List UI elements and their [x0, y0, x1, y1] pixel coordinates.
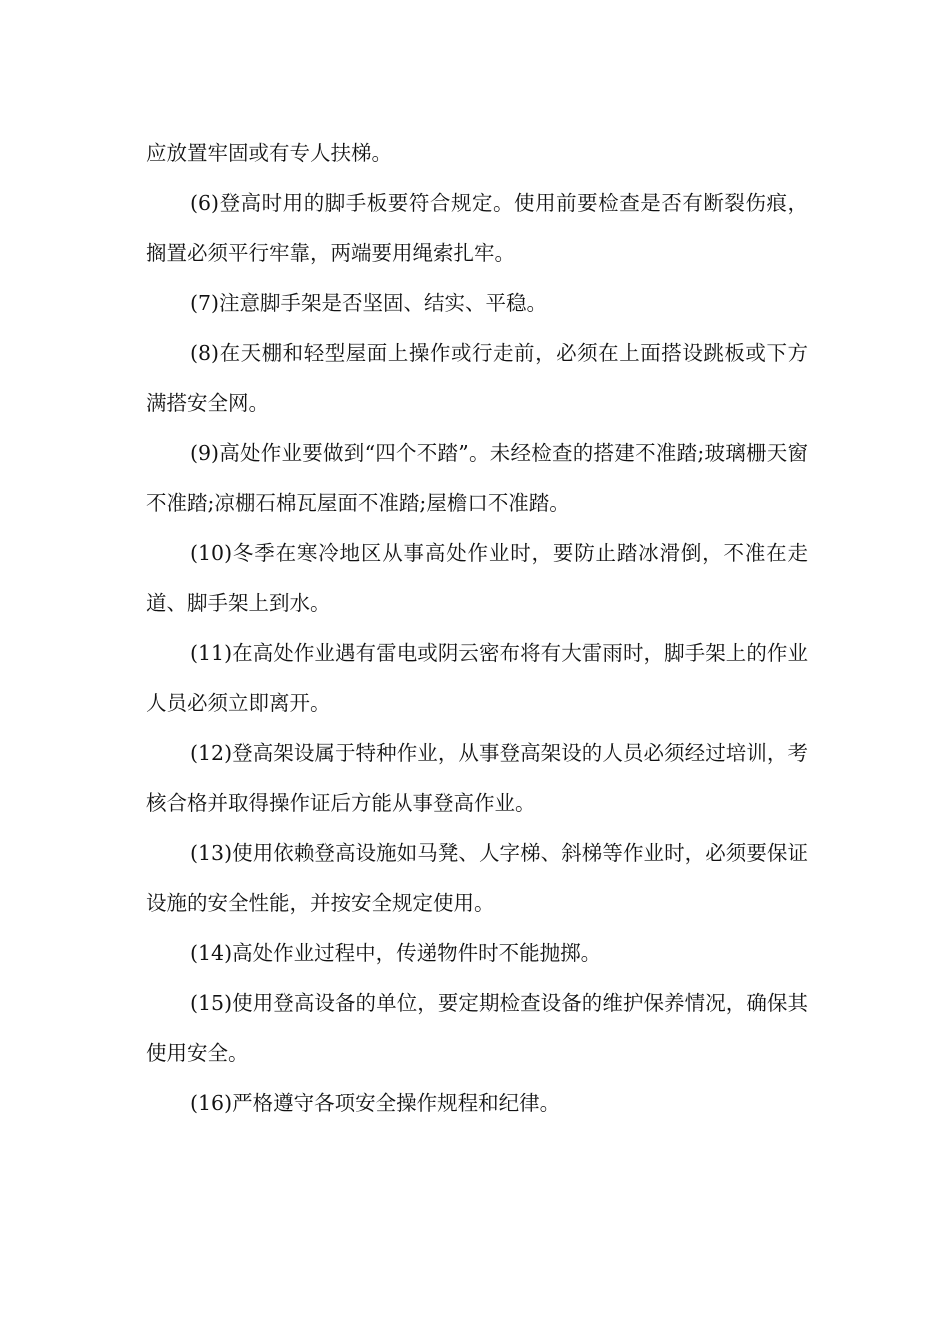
paragraph-item-12: (12)登高架设属于特种作业，从事登高架设的人员必须经过培训，考核合格并取得操作证后方能从事登高作业。: [146, 741, 808, 815]
paragraph-item-10: (10)冬季在寒冷地区从事高处作业时，要防止踏冰滑倒，不准在走道、脚手架上到水。: [146, 541, 808, 615]
paragraph-item-7: (7)注意脚手架是否坚固、结实、平稳。: [190, 291, 548, 315]
paragraph-item-8: (8)在天棚和轻型屋面上操作或行走前，必须在上面搭设跳板或下方满搭安全网。: [146, 341, 808, 415]
document-body: [146, 128, 808, 1128]
paragraph-item-15: (15)使用登高设备的单位，要定期检查设备的维护保养情况，确保其使用安全。: [146, 991, 808, 1065]
paragraph-item-16: (16)严格遵守各项安全操作规程和纪律。: [190, 1091, 561, 1115]
paragraph-item-6: (6)登高时用的脚手板要符合规定。使用前要检查是否有断裂伤痕，搁置必须平行牢靠，两端要用绳索扎牢。: [146, 191, 808, 265]
paragraph-item-11: (11)在高处作业遇有雷电或阴云密布将有大雷雨时，脚手架上的作业人员必须立即离开。: [146, 641, 808, 715]
paragraph-item-13: (13)使用依赖登高设施如马凳、人字梯、斜梯等作业时，必须要保证设施的安全性能，并按安全规定使用。: [146, 841, 808, 915]
paragraph-item-9: (9)高处作业要做到“四个不踏”。未经检查的搭建不准踏;玻璃栅天窗不准踏;凉棚石棉瓦屋面不准踏;屋檐口不准踏。: [146, 441, 808, 515]
paragraph-item-14: (14)高处作业过程中，传递物件时不能抛掷。: [190, 941, 602, 965]
paragraph-continuation: 应放置牢固或有专人扶梯。: [146, 141, 392, 165]
